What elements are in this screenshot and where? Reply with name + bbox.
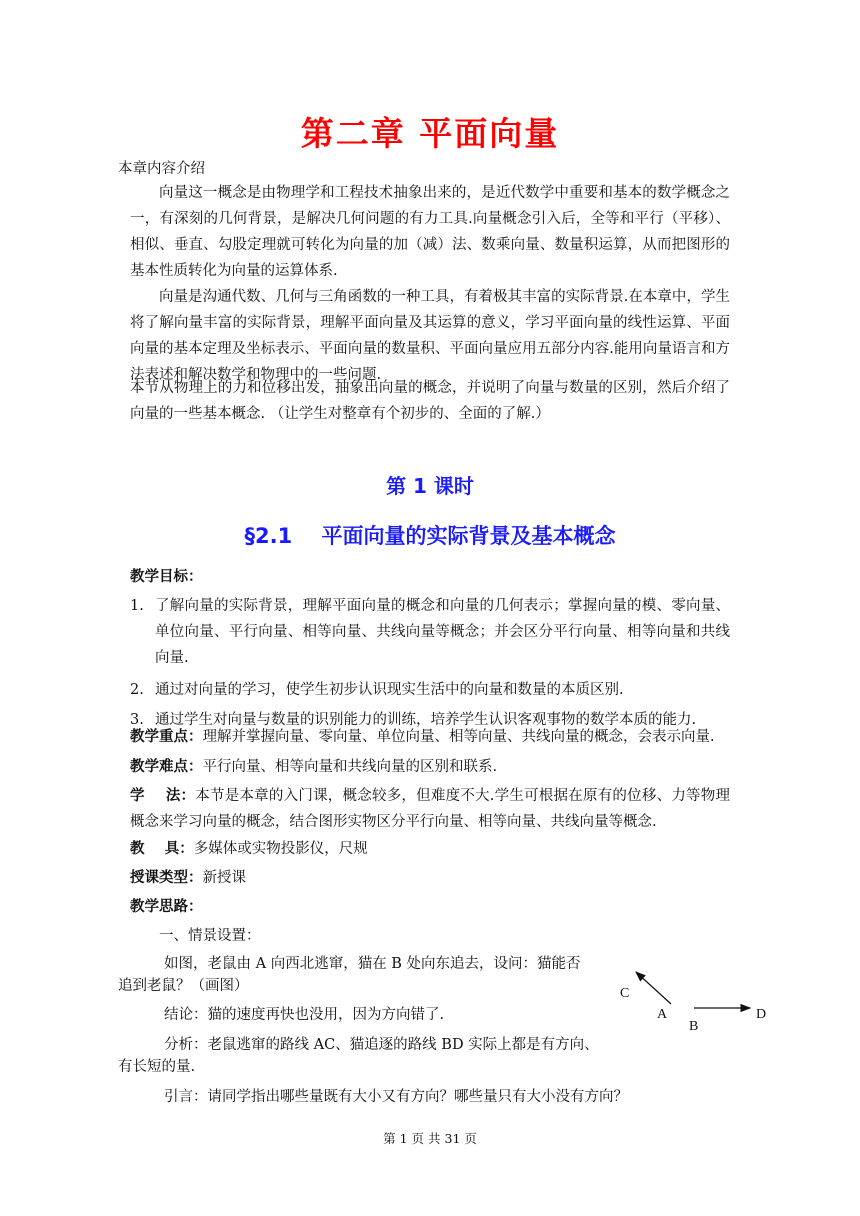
tools [130,838,368,860]
approach-heading: 教学思路： [130,898,203,915]
lesson-type-text: 新授课 [202,870,246,886]
footer-prefix: 第 [383,1131,396,1146]
footer-middle: 页 共 [411,1131,441,1146]
goal-number: 3. [130,712,144,728]
goal-number: 1. [130,598,144,614]
scenario-lead: 引言：请同学指出哪些量既有大小又有方向？哪些量只有大小没有方向？ [164,1089,628,1105]
scenario-analysis-line1: 分析：老鼠逃窜的路线 AC、猫追逐的路线 BD 实际上都是有方向、 [164,1037,599,1053]
intro-heading: 本章内容介绍 [118,161,205,177]
point-b-label: B [689,1019,699,1034]
key-points-text: 理解并掌握向量、零向量、单位向量、相等向量、共线向量的概念，会表示向量. [202,729,715,745]
footer-page-number: 1 [399,1131,408,1146]
cat-mouse-diagram [600,960,790,1040]
lesson-type-label: 授课类型： [130,869,203,886]
point-c-label: C [620,986,630,1001]
scenario-conclusion: 结论：猫的速度再快也没用，因为方向错了. [164,1007,445,1023]
section-title: §2.1 平面向量的实际背景及基本概念 [244,524,616,548]
goal-item [130,593,730,671]
key-points [130,726,715,748]
goal-text: 了解向量的实际背景，理解平面向量的概念和向量的几何表示；掌握向量的模、零向量、单位向量、平行向量、相等向量、共线向量等概念；并会区分平行向量、相等向量和共线向量. [155,598,730,666]
goal-number: 2. [130,682,144,698]
goals-heading: 教学目标： [130,568,203,585]
tools-text: 多媒体或实物投影仪，尺规 [193,841,368,857]
footer-total-pages: 31 [444,1131,461,1146]
method-label: 学 法： [130,787,196,804]
method [130,783,730,835]
scenario-example-line2: 追到老鼠？（画图） [118,978,249,994]
intro-paragraph-3: 本节从物理上的力和位移出发，抽象出向量的概念，并说明了向量与数量的区别，然后介绍了向量的一些基本概念. （让学生对整章有个初步的、全面的了解.） [130,380,730,422]
tools-label: 教 具： [130,840,194,857]
goals-list [130,593,730,733]
scenario-example-line1: 如图，老鼠由 A 向西北逃窜，猫在 B 处向东追去，设问：猫能否 [164,956,581,972]
lesson-type [130,867,246,889]
scenario-heading: 一、情景设置： [159,928,261,944]
intro-paragraph-2: 向量是沟通代数、几何与三角函数的一种工具，有着极其丰富的实际背景.在本章中，学生将了解向量丰富的实际背景，理解平面向量及其运算的意义，学习平面向量的线性运算、平面向量的基本定理及坐标表示、平面向量的数量积、平面向量应用五部分内容.能用向量语言和方法表述和解决数学和物理中的一些问题. [130,289,730,383]
difficult-points-text: 平行向量、相等向量和共线向量的区别和联系. [202,759,498,775]
method-text: 本节是本章的入门课，概念较多，但难度不大.学生可根据在原有的位移、力等物理概念来学习向量的概念，结合图形实物区分平行向量、相等向量、共线向量等概念. [130,788,730,830]
difficult-points [130,756,497,778]
page-footer [0,1129,860,1147]
difficult-points-label: 教学难点： [130,758,203,775]
chapter-title: 第二章 平面向量 [300,114,560,153]
goal-text: 通过学生对向量与数量的识别能力的训练，培养学生认识客观事物的数学本质的能力. [155,712,697,728]
intro-paragraph-1: 向量这一概念是由物理学和工程技术抽象出来的，是近代数学中重要和基本的数学概念之一，有深刻的几何背景，是解决几何问题的有力工具.向量概念引入后，全等和平行（平移）、相似、垂直、勾股定理就可转化为向量的加（减）法、数乘向量、数量积运算，从而把图形的基本性质转化为向量的运算体系. [130,185,730,279]
point-a-label: A [657,1007,668,1022]
lesson-title: 第 1 课时 [386,474,474,498]
goal-text: 通过对向量的学习，使学生初步认识现实生活中的向量和数量的本质区别. [155,682,624,698]
vector-ac-arrow [636,972,671,1004]
point-d-label: D [756,1007,767,1022]
footer-suffix: 页 [464,1131,477,1146]
scenario-analysis-line2: 有长短的量. [118,1059,196,1075]
key-points-label: 教学重点： [130,728,203,745]
goal-item [130,677,730,703]
